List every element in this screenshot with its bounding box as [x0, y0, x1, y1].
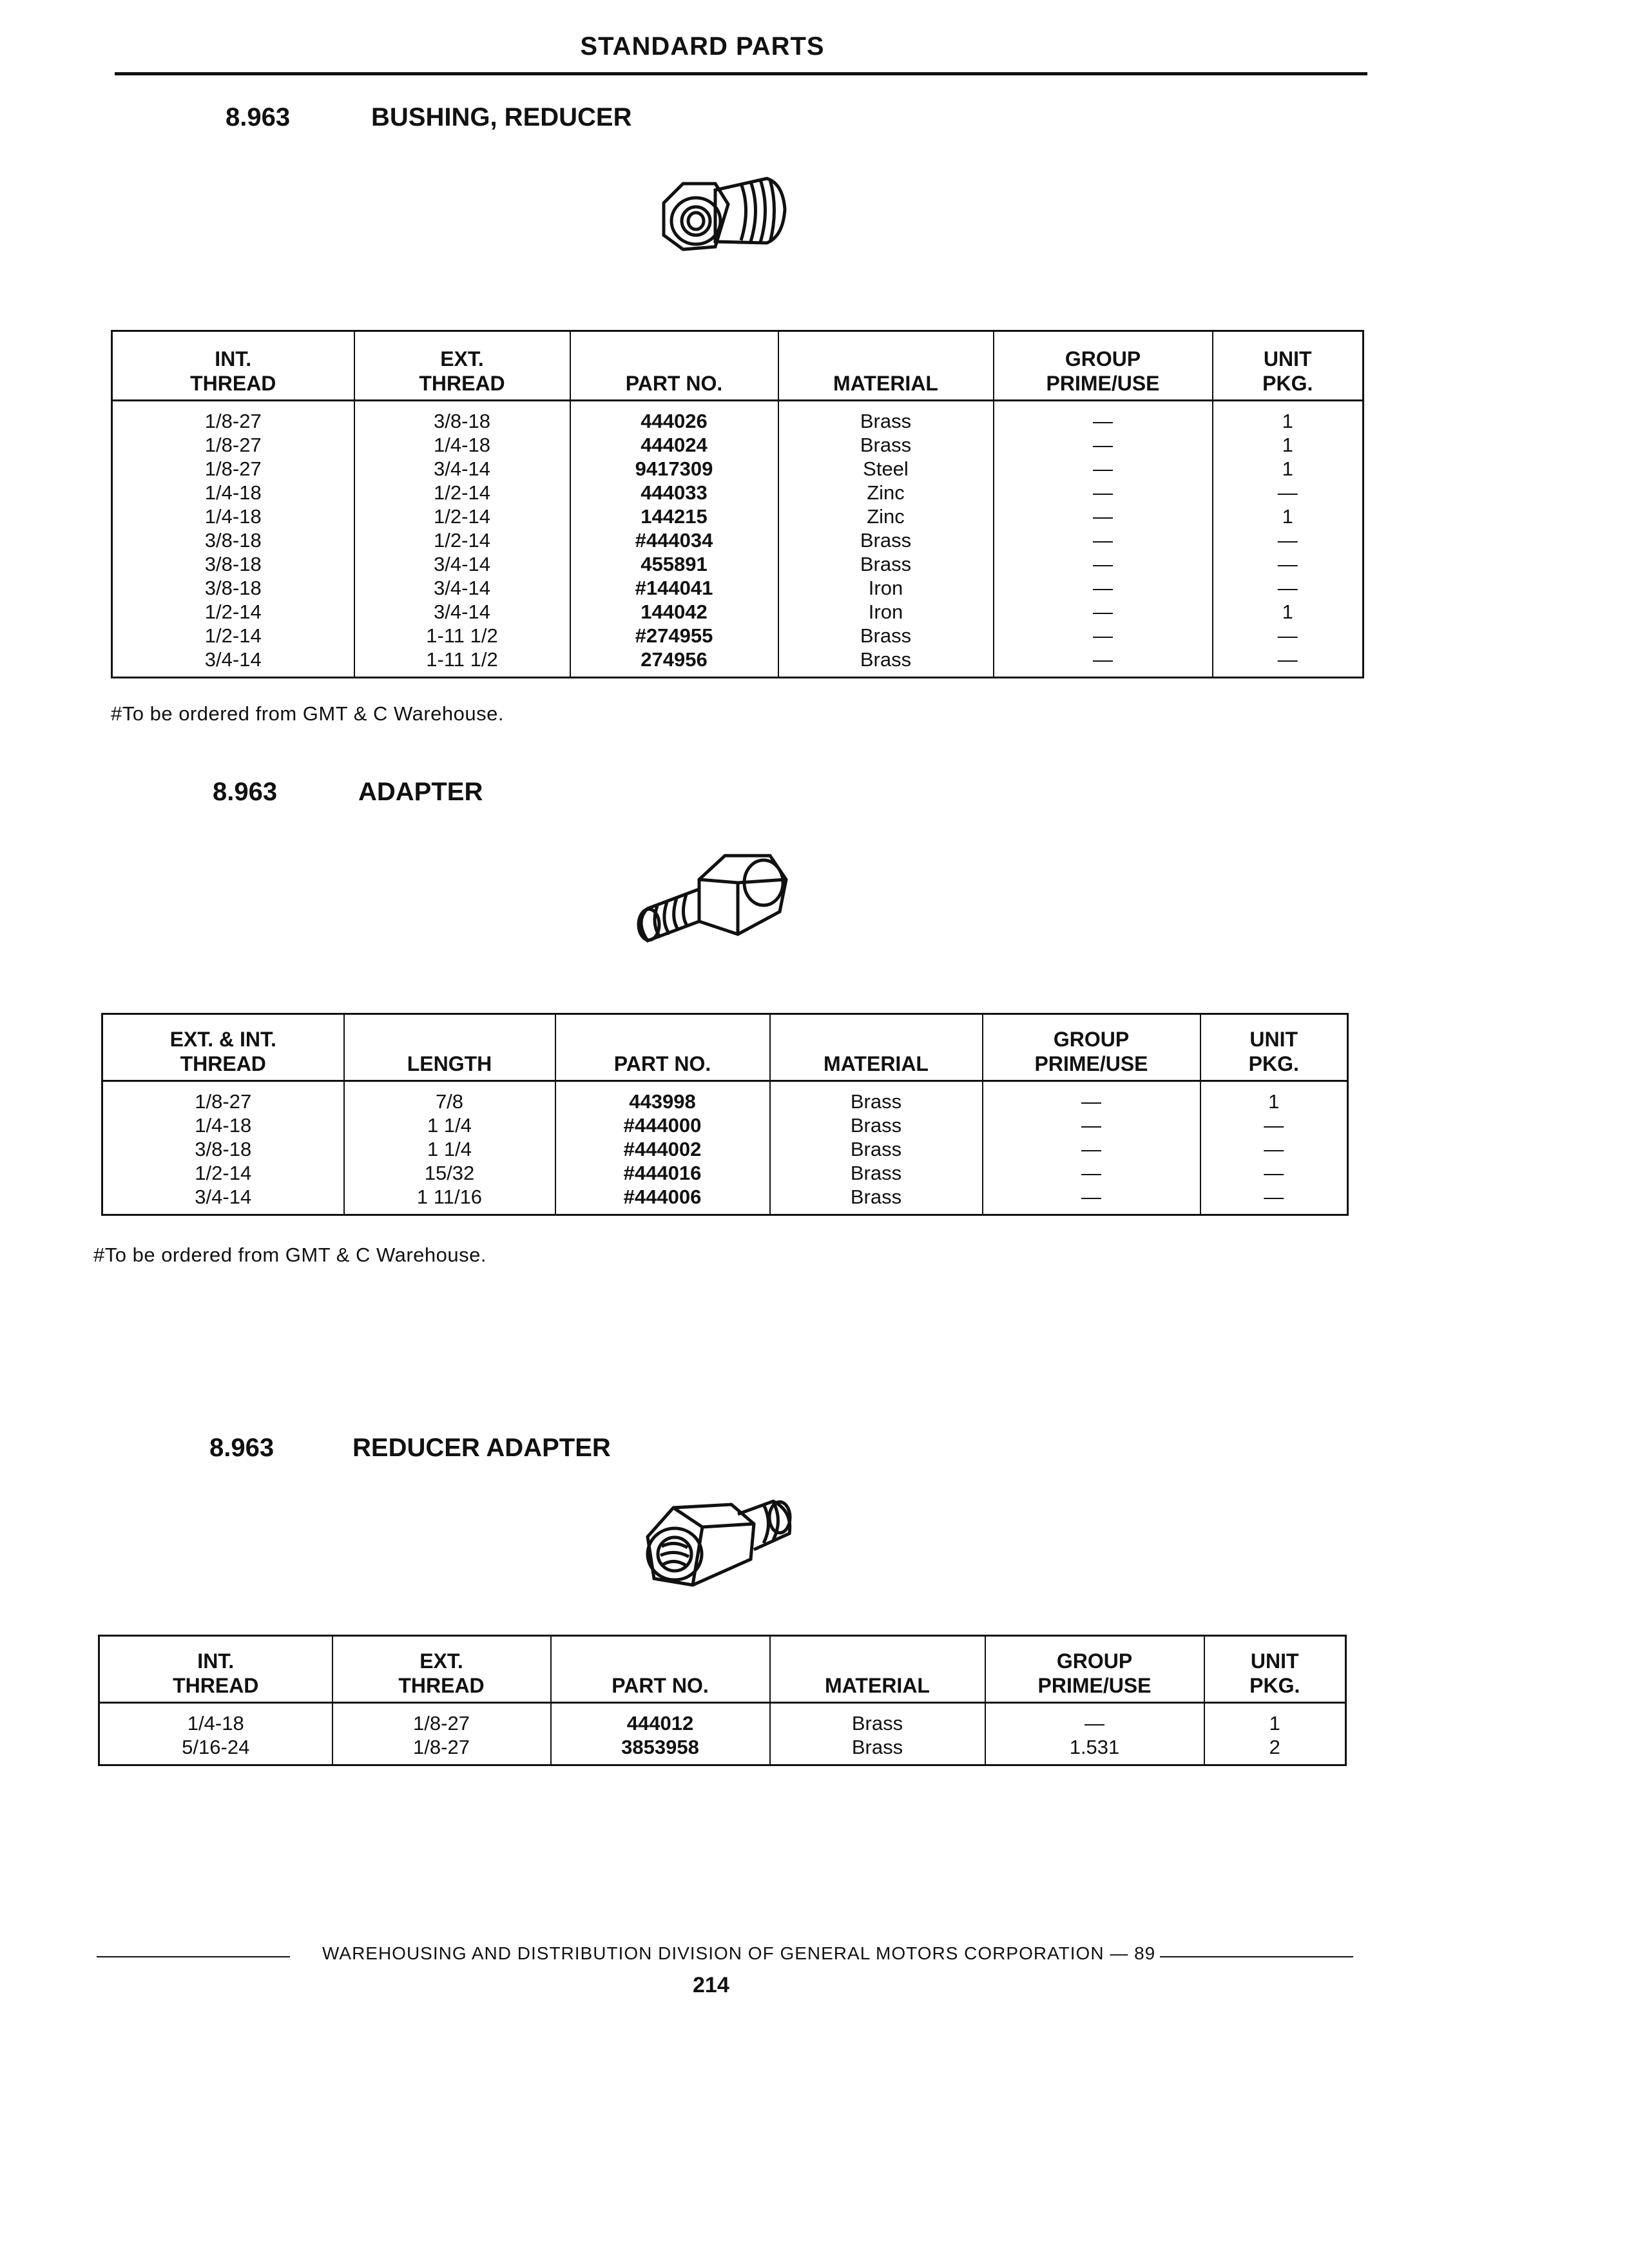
table-cell: Brass	[850, 1114, 902, 1137]
table-cell: —	[1264, 1138, 1284, 1160]
table-cell: 3853958	[621, 1736, 699, 1758]
table-cell: 1/2-14	[195, 1162, 252, 1184]
table-cell: 1	[1269, 1712, 1280, 1735]
table-cell: 1/4-18	[187, 1712, 244, 1735]
table-cell: Brass	[860, 648, 912, 671]
table-cell: 1	[1282, 457, 1293, 480]
table-cell: 1-11 1/2	[426, 648, 498, 671]
table-cell: —	[1277, 648, 1298, 671]
table-cell: Brass	[860, 553, 912, 575]
table-cell: Brass	[850, 1162, 902, 1184]
table-cell: Brass	[851, 1712, 903, 1735]
table-cell: 444033	[641, 481, 708, 504]
table-cell: 1/2-14	[434, 529, 490, 552]
unit-pkg-column	[1213, 401, 1364, 678]
bushing-reducer-table	[111, 330, 1364, 678]
part-no-column	[555, 1081, 770, 1215]
table-cell: —	[1093, 434, 1113, 456]
table-cell: 1 1/4	[427, 1138, 472, 1160]
footer-text: WAREHOUSING AND DISTRIBUTION DIVISION OF GENERAL MOTORS CORPORATION — 89	[322, 1943, 1156, 1963]
table-cell: 1	[1282, 434, 1293, 456]
table-cell: 1	[1282, 410, 1293, 432]
table-cell: Zinc	[867, 505, 905, 528]
ext-thread-column	[333, 1703, 551, 1765]
table-cell: —	[1081, 1186, 1101, 1208]
table-cell: 1/2-14	[204, 601, 262, 623]
table-cell: —	[1264, 1114, 1284, 1137]
table-cell: 2	[1269, 1736, 1280, 1758]
table-cell: —	[1093, 529, 1113, 552]
unit-pkg-column	[1200, 1081, 1348, 1215]
table-cell: 1/2-14	[434, 505, 490, 528]
adapter-table	[101, 1013, 1349, 1216]
header-int-thread: INT. THREAD	[99, 1636, 333, 1703]
header-material: MATERIAL	[770, 1014, 983, 1081]
reducer-adapter-table	[98, 1635, 1347, 1766]
ext-thread-column	[354, 401, 570, 678]
table-cell: 1/8-27	[204, 457, 262, 480]
table-cell: —	[1277, 481, 1298, 504]
table-cell: 1.531	[1069, 1736, 1120, 1758]
table-cell: 3/4-14	[204, 648, 262, 671]
table-cell: Brass	[860, 624, 912, 647]
table-cell: 1/8-27	[195, 1090, 252, 1113]
table-cell: —	[1093, 624, 1113, 647]
header-part-no: PART NO.	[551, 1636, 770, 1703]
header-ext-int-thread: EXT. & INT. THREAD	[102, 1014, 344, 1081]
table-cell: —	[1084, 1712, 1104, 1735]
header-rule	[115, 72, 1367, 75]
reducer-adapter-drawing	[635, 1488, 802, 1598]
header-part-no: PART NO.	[555, 1014, 770, 1081]
length-column	[344, 1081, 555, 1215]
table-cell: —	[1093, 553, 1113, 575]
table-cell: #444016	[623, 1162, 702, 1184]
part-no-column	[551, 1703, 770, 1765]
table-cell: 1	[1268, 1090, 1280, 1113]
table-cell: Brass	[860, 410, 912, 432]
table-cell: 144042	[641, 601, 708, 623]
table-cell: Zinc	[867, 481, 905, 504]
table-cell: —	[1093, 481, 1113, 504]
table-cell: 1 1/4	[427, 1114, 472, 1137]
bushing-reducer-drawing	[644, 164, 799, 267]
int-thread-column	[112, 401, 354, 678]
header-length: LENGTH	[344, 1014, 555, 1081]
section-1-number: 8.963	[226, 103, 291, 131]
material-column	[778, 401, 994, 678]
table-cell: Brass	[850, 1090, 902, 1113]
section-2-title: ADAPTER	[358, 778, 483, 806]
table-cell: 3/4-14	[434, 457, 490, 480]
table-cell: 3/8-18	[204, 553, 262, 575]
section-2-number: 8.963	[213, 778, 278, 806]
table-cell: —	[1081, 1138, 1101, 1160]
table-cell: —	[1081, 1090, 1101, 1113]
table-cell: —	[1093, 410, 1113, 432]
table-cell: —	[1264, 1162, 1284, 1184]
table-cell: 274956	[641, 648, 708, 671]
table-cell: —	[1093, 457, 1113, 480]
table-cell: 3/8-18	[195, 1138, 252, 1160]
table-cell: 444026	[641, 410, 708, 432]
table-cell: —	[1264, 1186, 1284, 1208]
table-cell: 1/4-18	[195, 1114, 252, 1137]
material-column	[770, 1081, 983, 1215]
table-cell: 3/8-18	[204, 529, 262, 552]
table-cell: —	[1277, 624, 1298, 647]
header-group: GROUP PRIME/USE	[985, 1636, 1204, 1703]
table-cell: 1/2-14	[434, 481, 490, 504]
header-unit-pkg: UNIT PKG.	[1204, 1636, 1346, 1703]
table-cell: Brass	[860, 434, 912, 456]
table-cell: 1/8-27	[204, 434, 262, 456]
table-cell: 1/4-18	[434, 434, 490, 456]
page-header: STANDARD PARTS	[580, 32, 825, 61]
unit-pkg-column	[1204, 1703, 1346, 1765]
group-column	[994, 401, 1213, 678]
table-cell: 1/2-14	[204, 624, 262, 647]
table-cell: Iron	[868, 577, 903, 599]
header-material: MATERIAL	[770, 1636, 985, 1703]
section-3-title: REDUCER ADAPTER	[352, 1434, 611, 1462]
table-cell: 1-11 1/2	[426, 624, 498, 647]
table-cell: 3/4-14	[195, 1186, 252, 1208]
table-cell: 1 11/16	[416, 1186, 483, 1208]
table-cell: 1/8-27	[204, 410, 262, 432]
header-material: MATERIAL	[778, 331, 994, 401]
table-cell: —	[1093, 577, 1113, 599]
header-unit-pkg: UNIT PKG.	[1200, 1014, 1348, 1081]
section-1-title: BUSHING, REDUCER	[371, 103, 632, 131]
table-cell: —	[1093, 648, 1113, 671]
table-cell: 1/8-27	[413, 1712, 470, 1735]
table-cell: 3/8-18	[204, 577, 262, 599]
table-cell: —	[1081, 1162, 1101, 1184]
footer-rule-right	[1160, 1956, 1353, 1957]
group-column	[983, 1081, 1200, 1215]
table-cell: #444002	[623, 1138, 702, 1160]
table-cell: —	[1081, 1114, 1101, 1137]
page-number: 214	[693, 1973, 729, 1997]
table-cell: —	[1277, 529, 1298, 552]
table-cell: 3/4-14	[434, 601, 490, 623]
int-thread-column	[99, 1703, 333, 1765]
table-cell: 1/4-18	[204, 505, 262, 528]
table-cell: #444000	[623, 1114, 702, 1137]
header-ext-thread: EXT. THREAD	[354, 331, 570, 401]
table-cell: 1/8-27	[413, 1736, 470, 1758]
table-cell: Iron	[868, 601, 903, 623]
table-cell: 144215	[641, 505, 708, 528]
section-3-number: 8.963	[209, 1434, 275, 1462]
header-ext-thread: EXT. THREAD	[333, 1636, 551, 1703]
table-cell: 7/8	[435, 1090, 464, 1113]
table-cell: 15/32	[424, 1162, 475, 1184]
table-cell: 444024	[641, 434, 708, 456]
header-part-no: PART NO.	[570, 331, 778, 401]
header-group: GROUP PRIME/USE	[994, 331, 1213, 401]
table-cell: —	[1093, 601, 1113, 623]
table-cell: 1	[1282, 505, 1293, 528]
table-cell: Brass	[850, 1186, 902, 1208]
table-cell: #444034	[635, 529, 713, 552]
table-cell: —	[1277, 553, 1298, 575]
table-cell: #144041	[635, 577, 713, 599]
table-cell: 5/16-24	[182, 1736, 250, 1758]
header-int-thread: INT. THREAD	[112, 331, 354, 401]
table-cell: 1	[1282, 601, 1293, 623]
table-cell: 443998	[629, 1090, 696, 1113]
table-cell: 9417309	[635, 457, 713, 480]
table-cell: —	[1093, 505, 1113, 528]
header-unit-pkg: UNIT PKG.	[1213, 331, 1364, 401]
table-cell: 3/8-18	[434, 410, 490, 432]
table-cell: Brass	[850, 1138, 902, 1160]
table-cell: 1/4-18	[204, 481, 262, 504]
section-1-note: #To be ordered from GMT & C Warehouse.	[111, 702, 504, 725]
table-cell: —	[1277, 577, 1298, 599]
footer-rule-left	[97, 1956, 290, 1957]
table-cell: Brass	[860, 529, 912, 552]
thread-column	[102, 1081, 344, 1215]
table-cell: 3/4-14	[434, 577, 490, 599]
material-column	[770, 1703, 985, 1765]
table-cell: #274955	[635, 624, 713, 647]
part-no-column	[570, 401, 778, 678]
table-cell: #444006	[623, 1186, 702, 1208]
table-cell: 3/4-14	[434, 553, 490, 575]
adapter-drawing	[628, 844, 796, 954]
group-column	[985, 1703, 1204, 1765]
header-group: GROUP PRIME/USE	[983, 1014, 1200, 1081]
section-2-note: #To be ordered from GMT & C Warehouse.	[93, 1244, 487, 1266]
table-cell: 444012	[626, 1712, 694, 1735]
table-cell: Brass	[851, 1736, 903, 1758]
table-cell: 455891	[641, 553, 708, 575]
table-cell: Steel	[863, 457, 909, 480]
